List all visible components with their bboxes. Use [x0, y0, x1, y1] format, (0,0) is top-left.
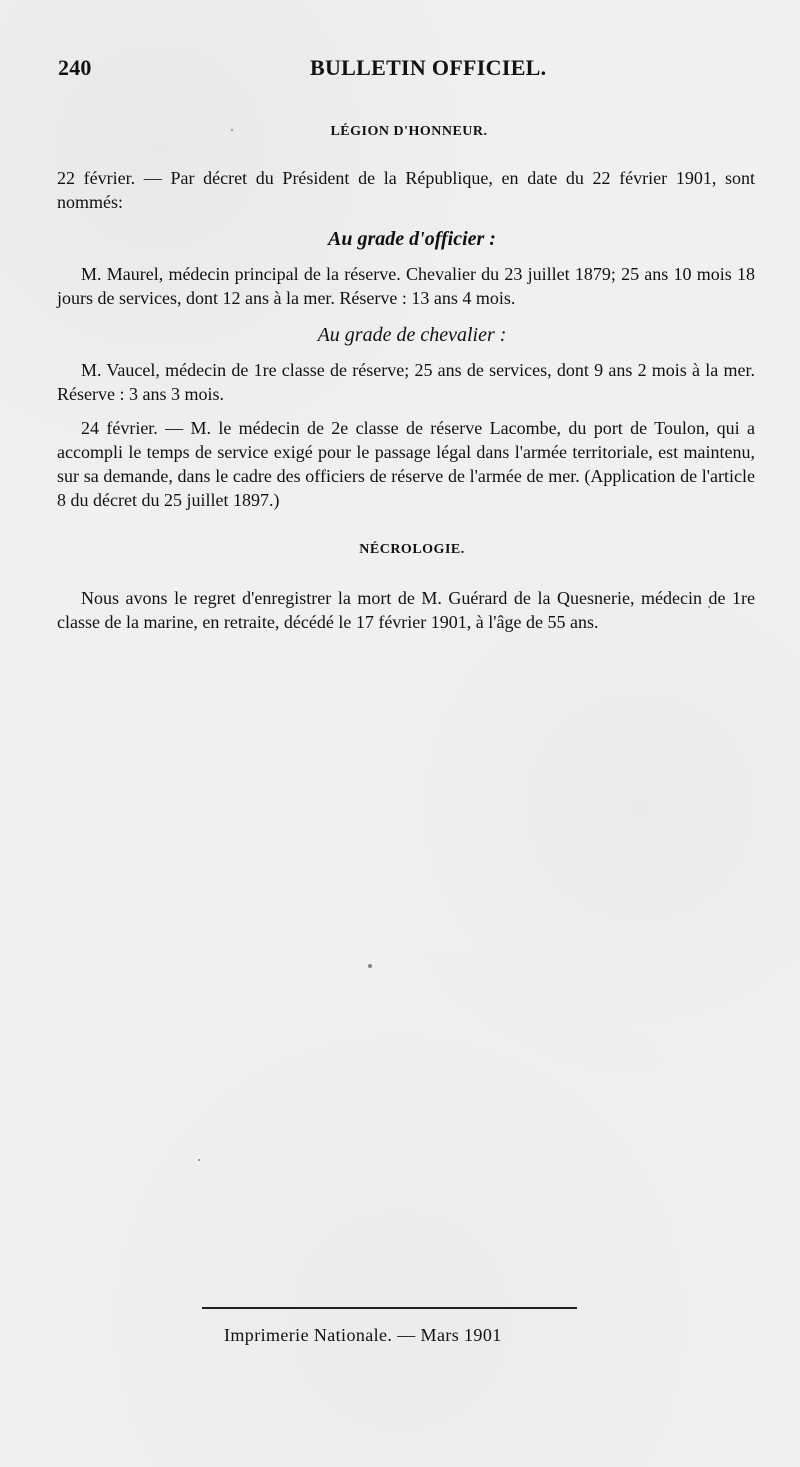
- paper-speck: [708, 606, 710, 608]
- page-number: 240: [58, 55, 92, 80]
- paper-speck: [368, 964, 372, 968]
- officier-entry: M. Maurel, médecin principal de la réserve. Chevalier du 23 juillet 1879; 25 ans 10 mois 18 jours de services, dont 12 ans à la mer. Réserve : 13 ans 4 mois.: [57, 264, 755, 308]
- legion-section-title: LÉGION D'HONNEUR.: [330, 124, 488, 139]
- necrologie-section-title: NÉCROLOGIE.: [359, 542, 465, 557]
- lacombe-entry: 24 février. — M. le médecin de 2e classe de réserve Lacombe, du port de Toulon, qui a accompli le temps de service exigé pour le passage légal dans l'armée territoriale, est maintenu, sur sa demande, dans le cadre des officiers de réserve de l'armée de mer. (Application de l'article 8 du décret du 25 juillet 1897.): [57, 418, 755, 510]
- footer-divider: [202, 1307, 577, 1309]
- necrologie-text: Nous avons le regret d'enregistrer la mort de M. Guérard de la Quesnerie, médecin de 1re classe de la marine, en retraite, décédé le 17 février 1901, à l'âge de 55 ans.: [57, 588, 755, 632]
- decree-intro: 22 février. — Par décret du Président de la République, en date du 22 février 1901, sont nommés:: [57, 168, 755, 212]
- running-title: BULLETIN OFFICIEL.: [310, 55, 547, 80]
- page-header: [58, 55, 748, 95]
- footer-imprint: Imprimerie Nationale. — Mars 1901: [224, 1325, 502, 1345]
- document-content: [57, 122, 755, 646]
- grade-officier-heading: Au grade d'officier :: [328, 228, 496, 250]
- paper-speck: [231, 129, 233, 131]
- chevalier-entry: M. Vaucel, médecin de 1re classe de réserve; 25 ans de services, dont 9 ans 2 mois à la mer. Réserve : 3 ans 3 mois.: [57, 360, 755, 404]
- paper-speck: [198, 1159, 200, 1161]
- grade-chevalier-heading: Au grade de chevalier :: [317, 324, 507, 346]
